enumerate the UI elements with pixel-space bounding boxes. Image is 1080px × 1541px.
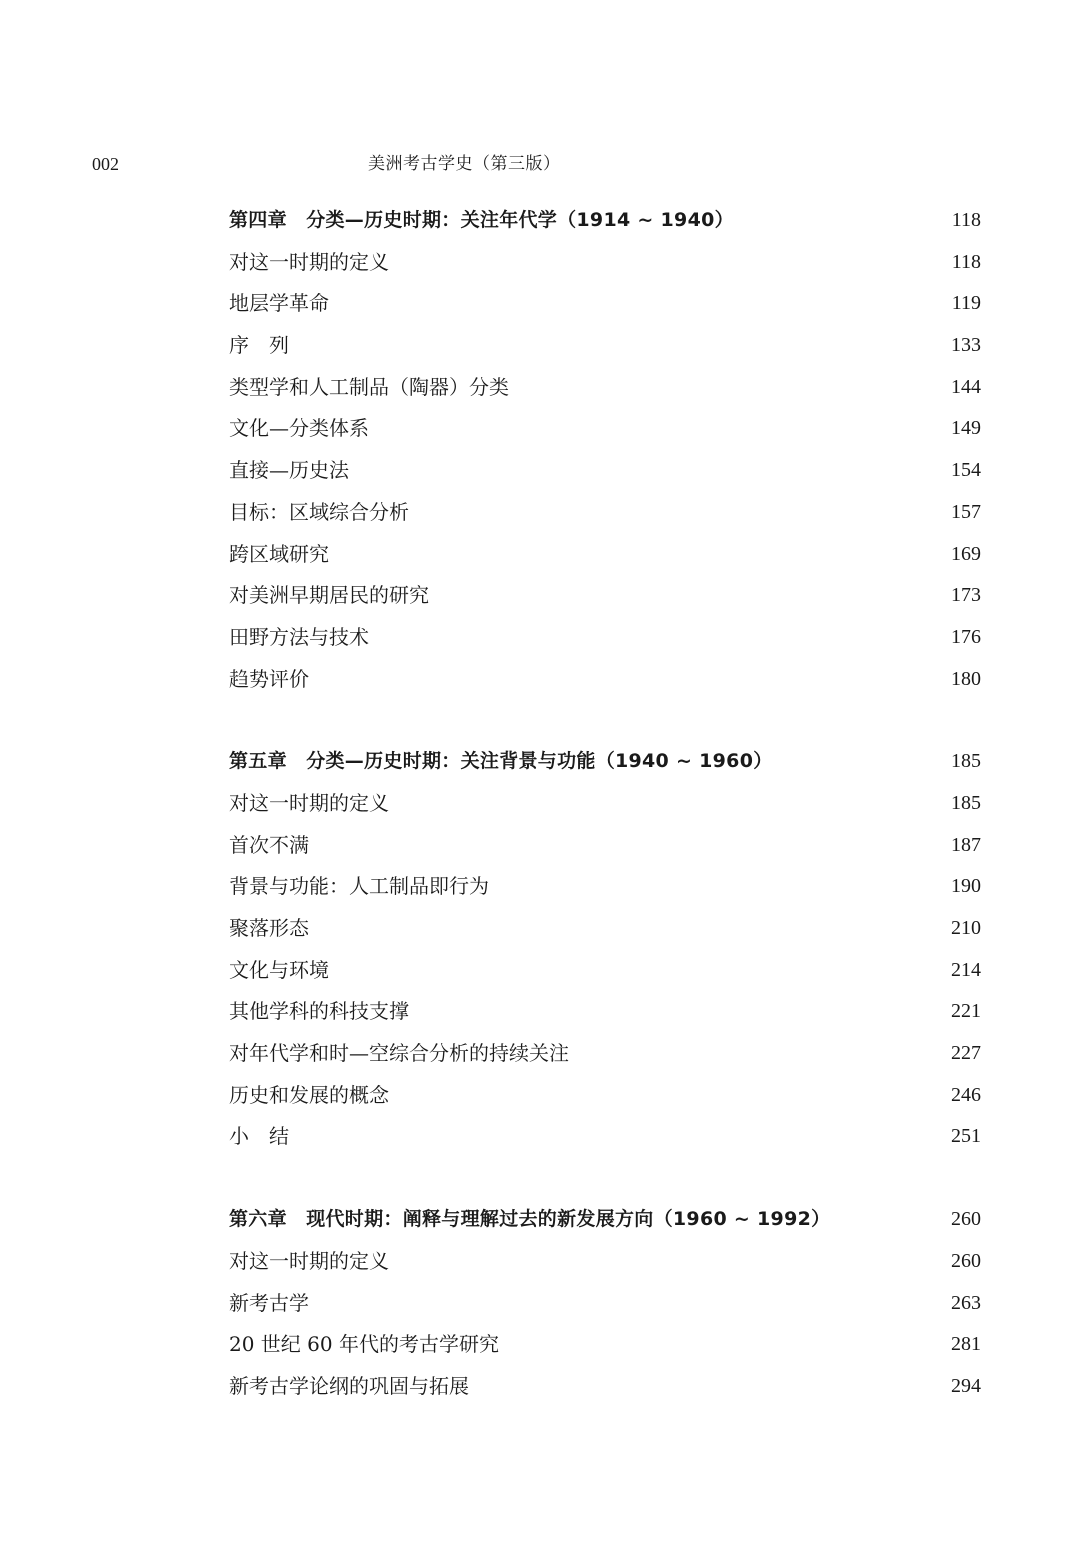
entry-title: 序 列 <box>229 333 289 358</box>
entry-title: 目标：区域综合分析 <box>229 499 409 524</box>
toc-entry[interactable] <box>229 1116 981 1158</box>
entry-page: 190 <box>951 875 981 898</box>
entry-page: 246 <box>951 1083 981 1106</box>
entry-page: 169 <box>951 542 981 565</box>
entry-page: 187 <box>951 833 981 856</box>
toc-entry[interactable] <box>229 1366 981 1408</box>
toc-entry[interactable] <box>229 367 981 409</box>
chapter-page: 185 <box>951 750 981 773</box>
entry-title: 背景与功能：人工制品即行为 <box>229 874 489 899</box>
chapter-heading[interactable] <box>229 200 981 242</box>
chapter-6 <box>229 1199 981 1407</box>
entry-title: 对这一时期的定义 <box>229 1248 389 1273</box>
toc-entry[interactable] <box>229 575 981 617</box>
entry-title: 小 结 <box>229 1124 289 1149</box>
page-number: 002 <box>92 154 119 174</box>
chapter-heading[interactable] <box>229 1199 981 1241</box>
toc-entry[interactable] <box>229 1324 981 1366</box>
entry-page: 149 <box>951 417 981 440</box>
entry-page: 154 <box>951 459 981 482</box>
entry-page: 263 <box>951 1291 981 1314</box>
entry-title: 聚落形态 <box>229 916 309 940</box>
toc-entry[interactable] <box>229 866 981 908</box>
entry-title: 新考古学论纲的巩固与拓展 <box>229 1373 469 1398</box>
entry-title: 田野方法与技术 <box>229 624 369 649</box>
entry-title: 地层学革命 <box>229 291 329 316</box>
entry-page: 185 <box>951 791 981 814</box>
toc-entry[interactable] <box>229 283 981 325</box>
entry-title: 跨区域研究 <box>229 541 329 566</box>
chapter-5 <box>229 741 981 1158</box>
toc-entry[interactable] <box>229 1033 981 1075</box>
toc-entry[interactable] <box>229 991 981 1033</box>
entry-page: 281 <box>951 1333 981 1356</box>
toc-entry[interactable] <box>229 408 981 450</box>
chapter-page: 260 <box>951 1208 981 1231</box>
entry-page: 173 <box>951 584 981 607</box>
entry-title: 对这一时期的定义 <box>229 249 389 274</box>
entry-title: 对美洲早期居民的研究 <box>229 583 429 608</box>
entry-page: 221 <box>951 1000 981 1023</box>
entry-page: 144 <box>951 375 981 398</box>
toc-entry[interactable] <box>229 325 981 367</box>
chapter-title: 第四章 分类—历史时期：关注年代学（1914 ~ 1940） <box>229 209 734 231</box>
entry-page: 176 <box>951 625 981 648</box>
toc-entry[interactable] <box>229 534 981 576</box>
toc-entry[interactable] <box>229 783 981 825</box>
chapter-page: 118 <box>951 209 981 231</box>
toc-entry[interactable] <box>229 492 981 534</box>
chapter-4 <box>229 200 981 700</box>
entry-page: 180 <box>951 667 981 690</box>
entry-page: 119 <box>951 292 981 315</box>
toc-entry[interactable] <box>229 1241 981 1283</box>
entry-page: 118 <box>951 250 981 273</box>
entry-title: 类型学和人工制品（陶器）分类 <box>229 374 509 399</box>
entry-page: 157 <box>951 500 981 523</box>
toc-entry[interactable] <box>229 1283 981 1325</box>
entry-page: 133 <box>951 334 981 357</box>
entry-title: 新考古学 <box>229 1290 309 1315</box>
chapter-heading[interactable] <box>229 741 981 783</box>
table-of-contents <box>229 200 981 1408</box>
toc-entry[interactable] <box>229 1075 981 1117</box>
entry-title: 文化与环境 <box>229 957 329 982</box>
toc-entry[interactable] <box>229 950 981 992</box>
entry-page: 210 <box>951 917 981 939</box>
entry-title: 对年代学和时—空综合分析的持续关注 <box>229 1041 569 1066</box>
toc-entry[interactable] <box>229 242 981 284</box>
toc-entry[interactable] <box>229 450 981 492</box>
toc-entry[interactable] <box>229 659 981 701</box>
entry-title: 文化—分类体系 <box>229 416 369 441</box>
entry-page: 260 <box>951 1249 981 1272</box>
chapter-title: 第五章 分类—历史时期：关注背景与功能（1940 ~ 1960） <box>229 750 773 773</box>
chapter-title: 第六章 现代时期：阐释与理解过去的新发展方向（1960 ~ 1992） <box>229 1208 831 1231</box>
entry-title: 对这一时期的定义 <box>229 790 389 815</box>
entry-page: 227 <box>951 1042 981 1065</box>
entry-page: 214 <box>951 958 981 981</box>
entry-title: 趋势评价 <box>229 666 309 691</box>
entry-title: 20 世纪 60 年代的考古学研究 <box>229 1332 499 1357</box>
book-title: 美洲考古学史（第三版） <box>368 154 561 174</box>
entry-title: 其他学科的科技支撑 <box>229 999 409 1024</box>
entry-page: 294 <box>951 1374 981 1397</box>
toc-entry[interactable] <box>229 908 981 950</box>
entry-title: 首次不满 <box>229 832 309 857</box>
entry-title: 历史和发展的概念 <box>229 1082 389 1107</box>
toc-entry[interactable] <box>229 617 981 659</box>
entry-page: 251 <box>951 1125 981 1148</box>
entry-title: 直接—历史法 <box>229 458 349 483</box>
running-head <box>0 150 1080 178</box>
toc-entry[interactable] <box>229 825 981 867</box>
